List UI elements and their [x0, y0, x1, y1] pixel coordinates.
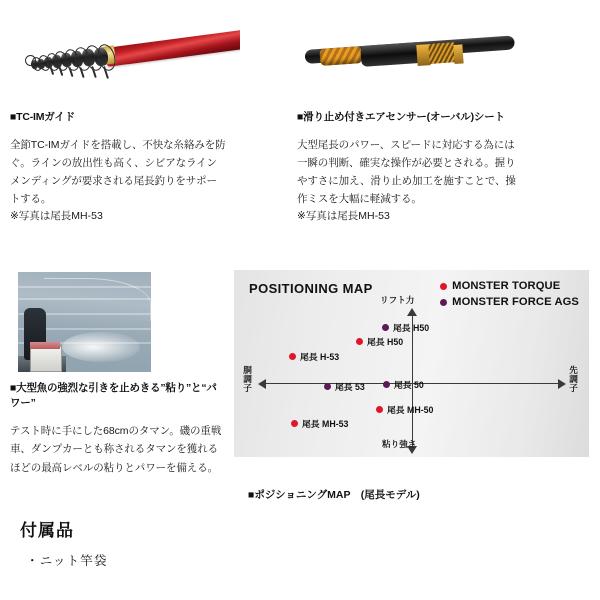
- line-guide-tip-ring: [25, 55, 36, 66]
- axis-arrow-up-icon: [407, 308, 417, 316]
- axis-label-lift-power: リフト力: [380, 295, 415, 305]
- power-body: テスト時に手にした68cmのタマン。磯の重戦車、ダンプカーとも称されるタマンを獲れるほどの最高レベルの粘りとパワーを備える。: [10, 425, 222, 474]
- data-point-label: 尾長 MH-50: [387, 405, 434, 415]
- seat-body: 大型尾長のパワー、スピードに対応する為には一瞬の判断、確実な操作が必要とされる。握りやすさに加え、滑り止め加工を施すことで、操作ミスを大幅に軽減する。: [297, 139, 516, 206]
- tackle-bag-lid: [30, 342, 60, 349]
- data-point-label: 尾長 MH-53: [302, 419, 349, 429]
- data-point: [356, 335, 403, 348]
- positioning-map-title: POSITIONING MAP: [249, 281, 373, 296]
- axis-arrow-right-icon: [558, 379, 566, 389]
- data-point: [324, 380, 365, 393]
- data-point-dot: [383, 381, 390, 388]
- axis-label-tip-action: 先調子: [569, 365, 578, 394]
- legend-label: MONSTER TORQUE: [452, 280, 561, 292]
- seat-heading: ■滑り止め付きエアセンサー(オーバル)シート: [297, 111, 505, 123]
- data-point-dot: [382, 324, 389, 331]
- data-point: [376, 403, 433, 416]
- positioning-map-caption: ■ポジショニングMAP (尾長モデル): [248, 489, 420, 501]
- legend-item-monster-force-ags: [440, 295, 579, 311]
- reel-seat-body: [360, 42, 423, 67]
- tcim-body: 全節TC-IMガイドを搭載し、不快な糸絡みを防ぐ。ラインの放出性も高く、シビアなラインメンディングが要求される尾長釣りをサポートする。: [10, 139, 226, 206]
- reel-seat-ring: [453, 44, 463, 64]
- water-splash: [62, 332, 140, 362]
- seat-note: ※写真は尾長MH-53: [297, 210, 390, 223]
- rod-blank-red: [105, 29, 240, 67]
- data-point-label: 尾長 50: [394, 380, 424, 390]
- tcim-heading: ■TC-IMガイド: [10, 111, 75, 123]
- data-point-dot: [289, 353, 296, 360]
- tcim-note: ※写真は尾長MH-53: [10, 210, 103, 223]
- tcim-guide-section: [10, 110, 226, 225]
- air-sensor-seat-section: [297, 110, 521, 225]
- data-point-dot: [291, 420, 298, 427]
- reel-seat-photo: [305, 24, 515, 90]
- power-tenacity-section: [10, 381, 224, 477]
- data-point: [289, 350, 339, 363]
- grip-nonslip-section: [319, 46, 362, 66]
- data-point-dot: [376, 406, 383, 413]
- rod-guide-photo: [10, 14, 240, 92]
- power-heading: ■大型魚の強烈な引きを止めきる”粘り”と“パワー”: [10, 382, 217, 410]
- data-point: [291, 417, 348, 430]
- positioning-map-chart: [234, 270, 589, 457]
- axis-label-tenacity: 粘り強さ: [382, 439, 417, 449]
- data-point-dot: [356, 338, 363, 345]
- accessories-list-item: ・ニット竿袋: [26, 554, 108, 568]
- legend-label: MONSTER FORCE AGS: [452, 295, 579, 308]
- fishing-line: [44, 278, 151, 321]
- data-point: [383, 378, 424, 391]
- data-point-label: 尾長 53: [335, 382, 365, 392]
- reel-seat-knurled-nut: [428, 42, 455, 64]
- data-point-label: 尾長 H50: [393, 323, 430, 333]
- axis-label-body-action: 胴調子: [243, 365, 252, 394]
- data-point-dot: [324, 383, 331, 390]
- tackle-bag: [30, 346, 62, 372]
- legend-dot-icon: [440, 283, 447, 290]
- legend-dot-icon: [440, 299, 447, 306]
- legend-item-monster-torque: [440, 279, 579, 295]
- data-point-label: 尾長 H50: [367, 337, 404, 347]
- data-point: [382, 321, 429, 334]
- axis-arrow-left-icon: [258, 379, 266, 389]
- chart-legend: [440, 279, 579, 311]
- accessories-heading: 付属品: [20, 521, 74, 540]
- data-point-label: 尾長 H-53: [300, 352, 340, 362]
- angler-fighting-fish-photo: [18, 272, 151, 372]
